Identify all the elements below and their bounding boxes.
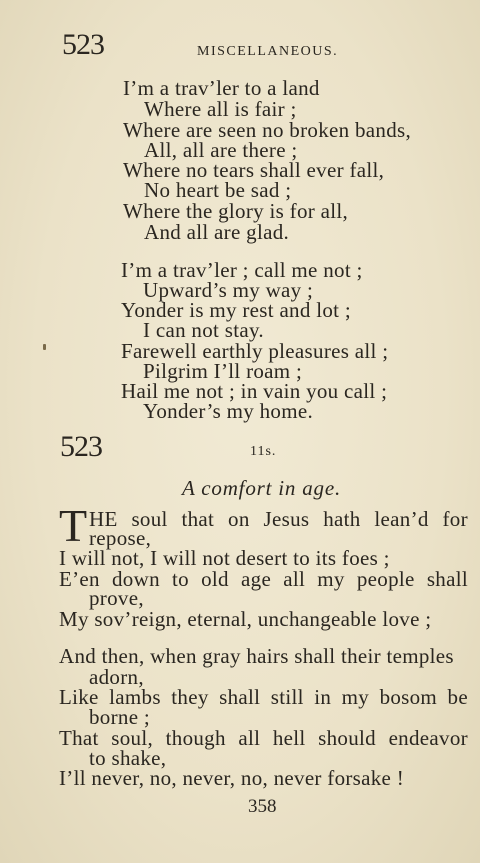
verse-line: And all are glad. — [144, 220, 290, 244]
drop-cap: T — [59, 500, 88, 551]
word: hath — [323, 507, 361, 531]
hymn2-title: A comfort in age. — [182, 476, 342, 500]
verse-line-cont: borne ; — [89, 705, 150, 729]
word: hell — [272, 726, 306, 750]
verse-line-cont: to shake, — [89, 746, 167, 770]
word: they — [171, 685, 209, 709]
word: all — [238, 726, 261, 750]
verse-line: Upward’s my way ; — [143, 278, 314, 302]
verse-line: Pilgrim I’ll roam ; — [143, 359, 303, 383]
verse-line: All, all are there ; — [144, 138, 298, 162]
word: all — [283, 567, 306, 591]
word: people — [356, 567, 415, 591]
word: my — [341, 685, 370, 709]
word: down — [112, 567, 160, 591]
verse-line: I can not stay. — [143, 318, 264, 342]
verse-line: Farewell earthly pleasures all ; — [121, 339, 389, 363]
word: bosom — [379, 685, 438, 709]
word: Like — [59, 685, 99, 709]
verse-line: Where the glory is for all, — [123, 199, 349, 223]
word: old — [201, 567, 229, 591]
verse-line: No heart be sad ; — [144, 178, 292, 202]
verse-line-cont: repose, — [89, 526, 152, 550]
word: for — [442, 507, 468, 531]
verse-line: I’m a trav’ler to a land — [123, 76, 320, 100]
verse-line: Where no tears shall ever fall, — [123, 158, 385, 182]
verse-line: I’m a trav’ler ; call me not ; — [121, 258, 363, 282]
word: to — [172, 567, 189, 591]
page-number: 358 — [248, 796, 277, 817]
word: endeavor — [388, 726, 468, 750]
hymn-number: 523 — [62, 28, 104, 61]
verse-line: My sov’reign, eternal, unchangeable love ; — [59, 607, 432, 631]
verse-line: Where are seen no broken bands, — [123, 118, 412, 142]
section-title: MISCELLANEOUS. — [197, 44, 339, 59]
paper-speck — [43, 344, 46, 350]
word: lambs — [109, 685, 161, 709]
word: E’en — [59, 567, 100, 591]
word: in — [314, 685, 332, 709]
word: still — [270, 685, 304, 709]
hymn2-number: 523 — [60, 430, 102, 463]
word: soul, — [111, 726, 154, 750]
verse-line: I’ll never, no, never, no, never forsake ! — [59, 766, 405, 790]
verse-line: And then, when gray hairs shall their temples — [59, 644, 454, 668]
verse-line-cont: prove, — [89, 586, 144, 610]
word: be — [447, 685, 468, 709]
verse-line: Yonder is my rest and lot ; — [121, 298, 351, 322]
word: though — [165, 726, 226, 750]
word: that — [181, 507, 215, 531]
word: on — [228, 507, 250, 531]
word: my — [317, 567, 345, 591]
verse-line: I will not, I will not desert to its foes ; — [59, 546, 390, 570]
word: That — [59, 726, 99, 750]
word: HE — [89, 507, 118, 531]
word: age — [241, 567, 272, 591]
verse-line: Yonder’s my home. — [143, 399, 314, 423]
word: should — [318, 726, 376, 750]
verse-line-cont: adorn, — [89, 665, 144, 689]
word: soul — [131, 507, 168, 531]
word: lean’d — [374, 507, 429, 531]
hymn2-meter: 11s. — [250, 444, 277, 459]
word: shall — [426, 567, 468, 591]
verse-line: Hail me not ; in vain you call ; — [121, 379, 388, 403]
word: shall — [219, 685, 261, 709]
verse-line: Where all is fair ; — [144, 97, 297, 121]
word: Jesus — [263, 507, 310, 531]
